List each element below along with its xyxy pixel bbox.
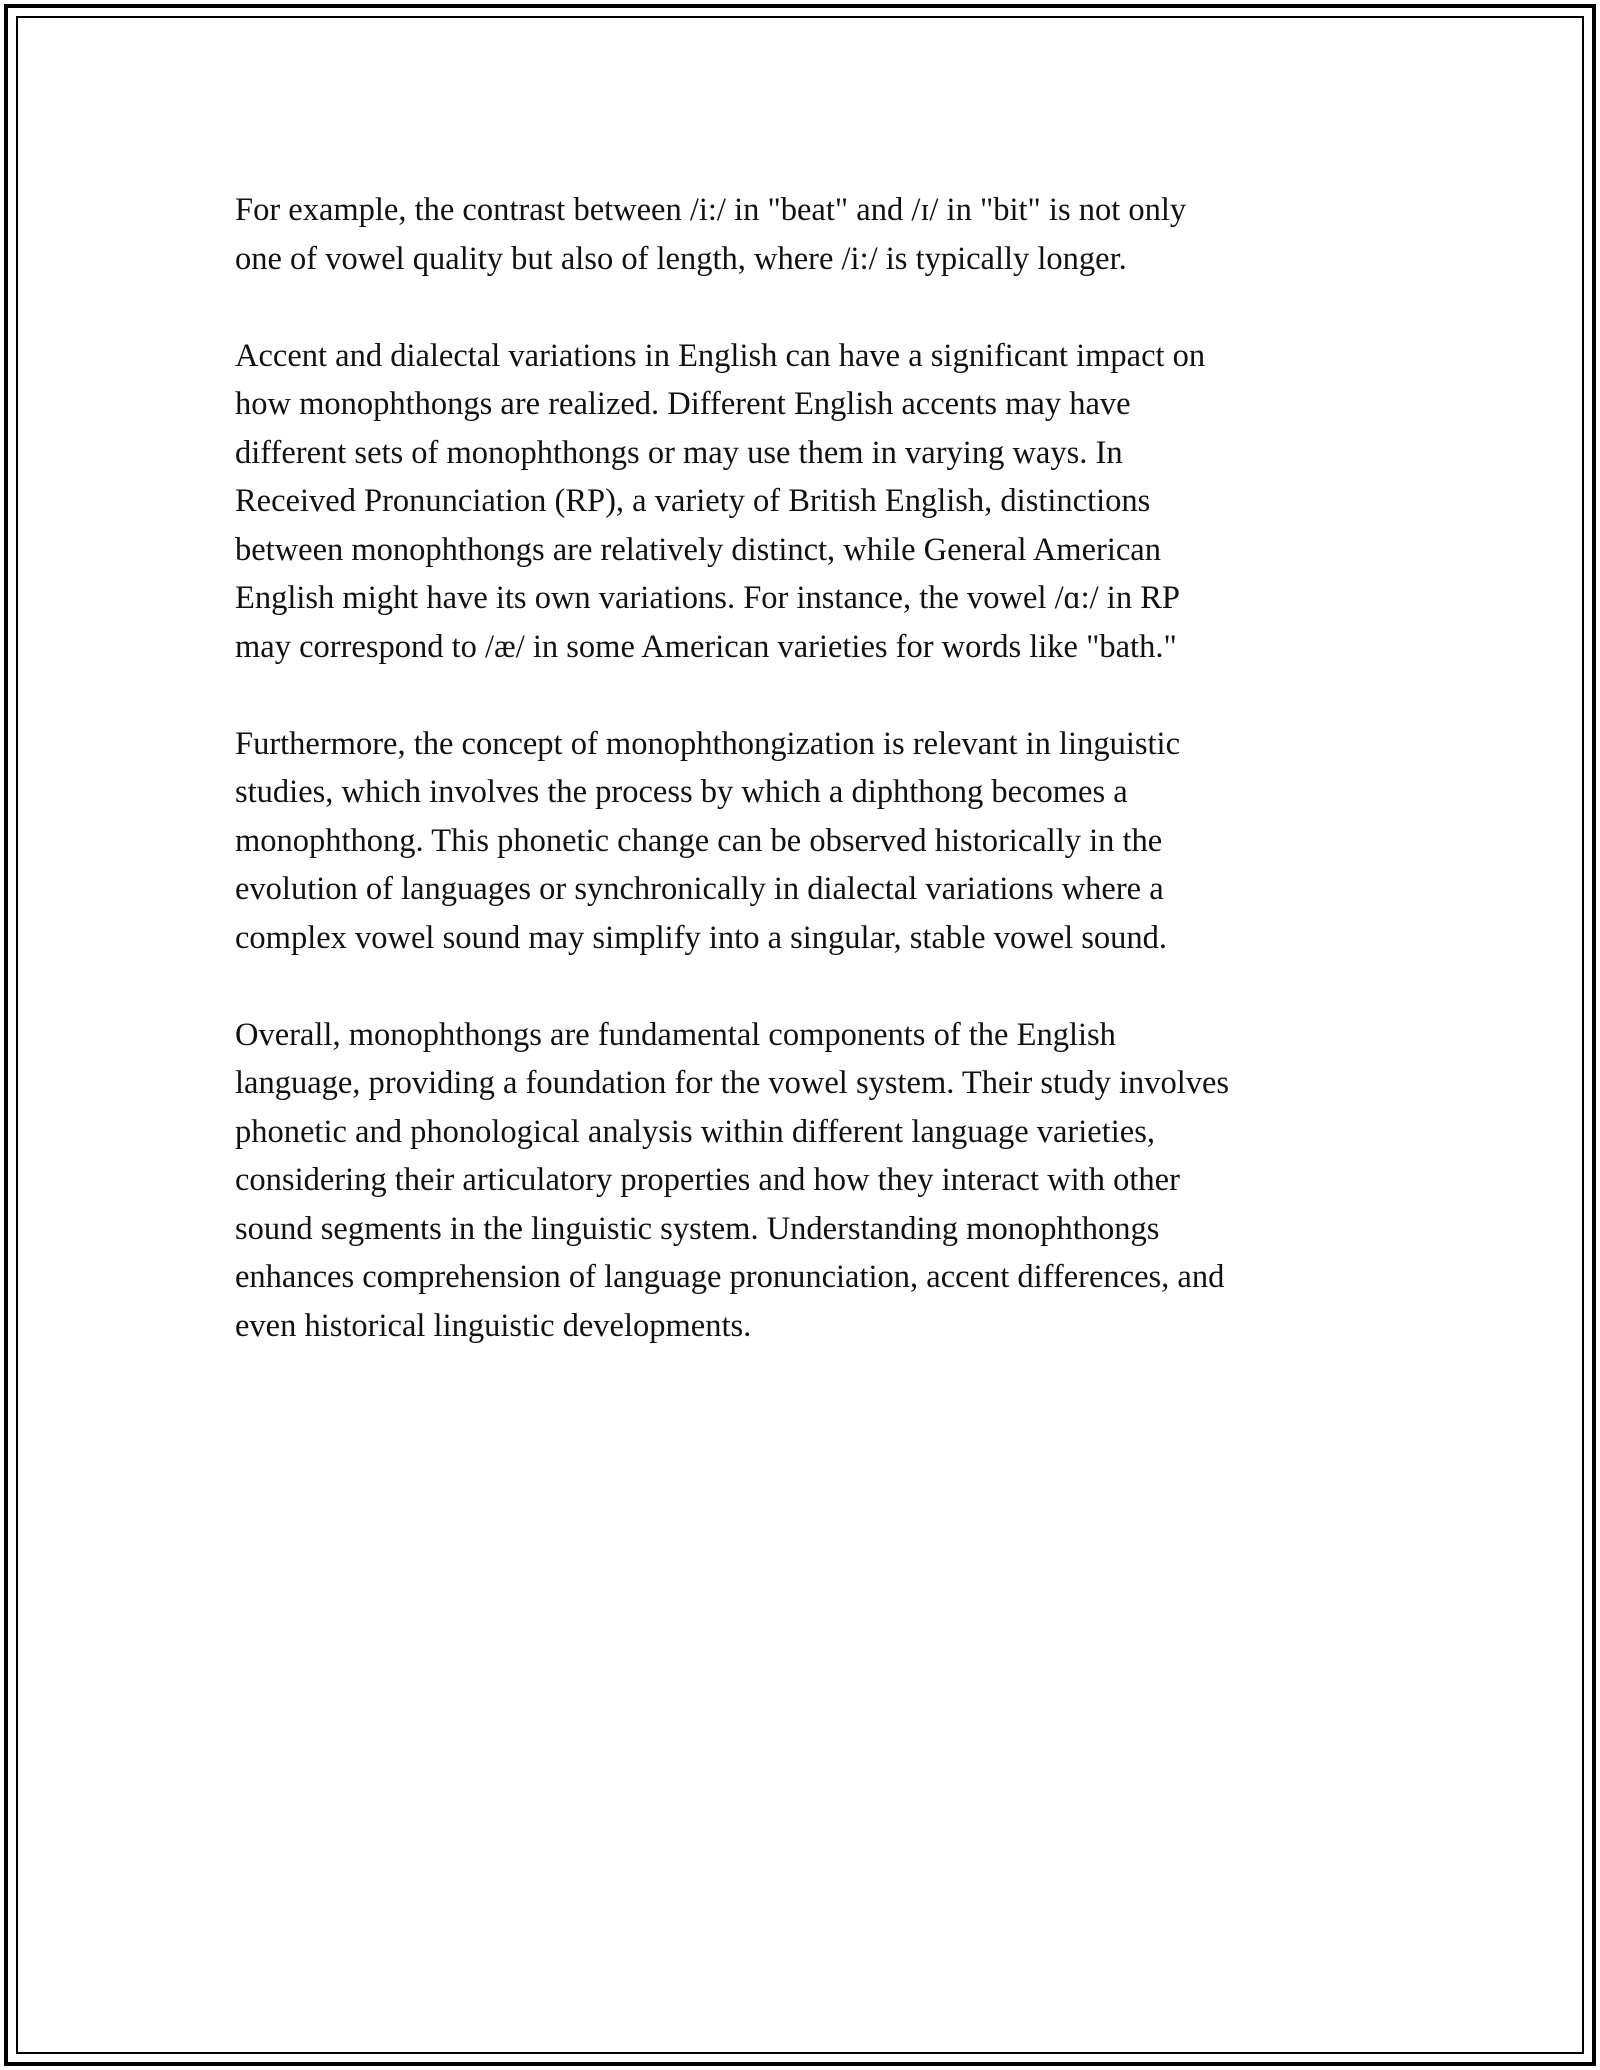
text-line: one of vowel quality but also of length, where /i:/ is typically longer. [235, 240, 1127, 277]
text-line: language, providing a foundation for the vowel system. Their study involves [235, 1065, 1230, 1101]
text-line: different sets of monophthongs or may use them in varying ways. In [235, 434, 1123, 471]
paragraph-monophthongization [235, 720, 1375, 963]
text-line: English might have its own variations. For instance, the vowel /ɑ:/ in RP [235, 580, 1180, 616]
text-line: evolution of languages or synchronically in dialectal variations where a [235, 871, 1164, 907]
text-line: studies, which involves the process by which a diphthong becomes a [235, 774, 1128, 810]
document-body [235, 186, 1375, 1399]
text-line: Overall, monophthongs are fundamental components of the English [235, 1016, 1116, 1053]
text-line: considering their articulatory properties and how they interact with other [235, 1162, 1180, 1198]
text-line: For example, the contrast between /i:/ in "beat" and /ɪ/ in "bit" is not only [235, 192, 1187, 228]
text-line: sound segments in the linguistic system. Understanding monophthongs [235, 1210, 1160, 1247]
text-line: Accent and dialectal variations in English can have a significant impact on [235, 337, 1206, 374]
text-line: may correspond to /æ/ in some American varieties for words like "bath." [235, 628, 1177, 665]
text-line: even historical linguistic developments. [235, 1307, 752, 1344]
text-line: complex vowel sound may simplify into a singular, stable vowel sound. [235, 919, 1168, 956]
text-line: monophthong. This phonetic change can be observed historically in the [235, 822, 1163, 859]
text-line: Received Pronunciation (RP), a variety of British English, distinctions [235, 483, 1151, 519]
text-line: phonetic and phonological analysis within different language varieties, [235, 1113, 1155, 1150]
paragraph-overall [235, 1011, 1375, 1351]
text-line: enhances comprehension of language pronunciation, accent differences, and [235, 1259, 1225, 1295]
text-line: how monophthongs are realized. Different English accents may have [235, 386, 1131, 422]
paragraph-accent-variation [235, 332, 1375, 672]
text-line: Furthermore, the concept of monophthongization is relevant in linguistic [235, 725, 1180, 762]
paragraph-vowel-length [235, 186, 1375, 283]
text-line: between monophthongs are relatively distinct, while General American [235, 531, 1161, 568]
